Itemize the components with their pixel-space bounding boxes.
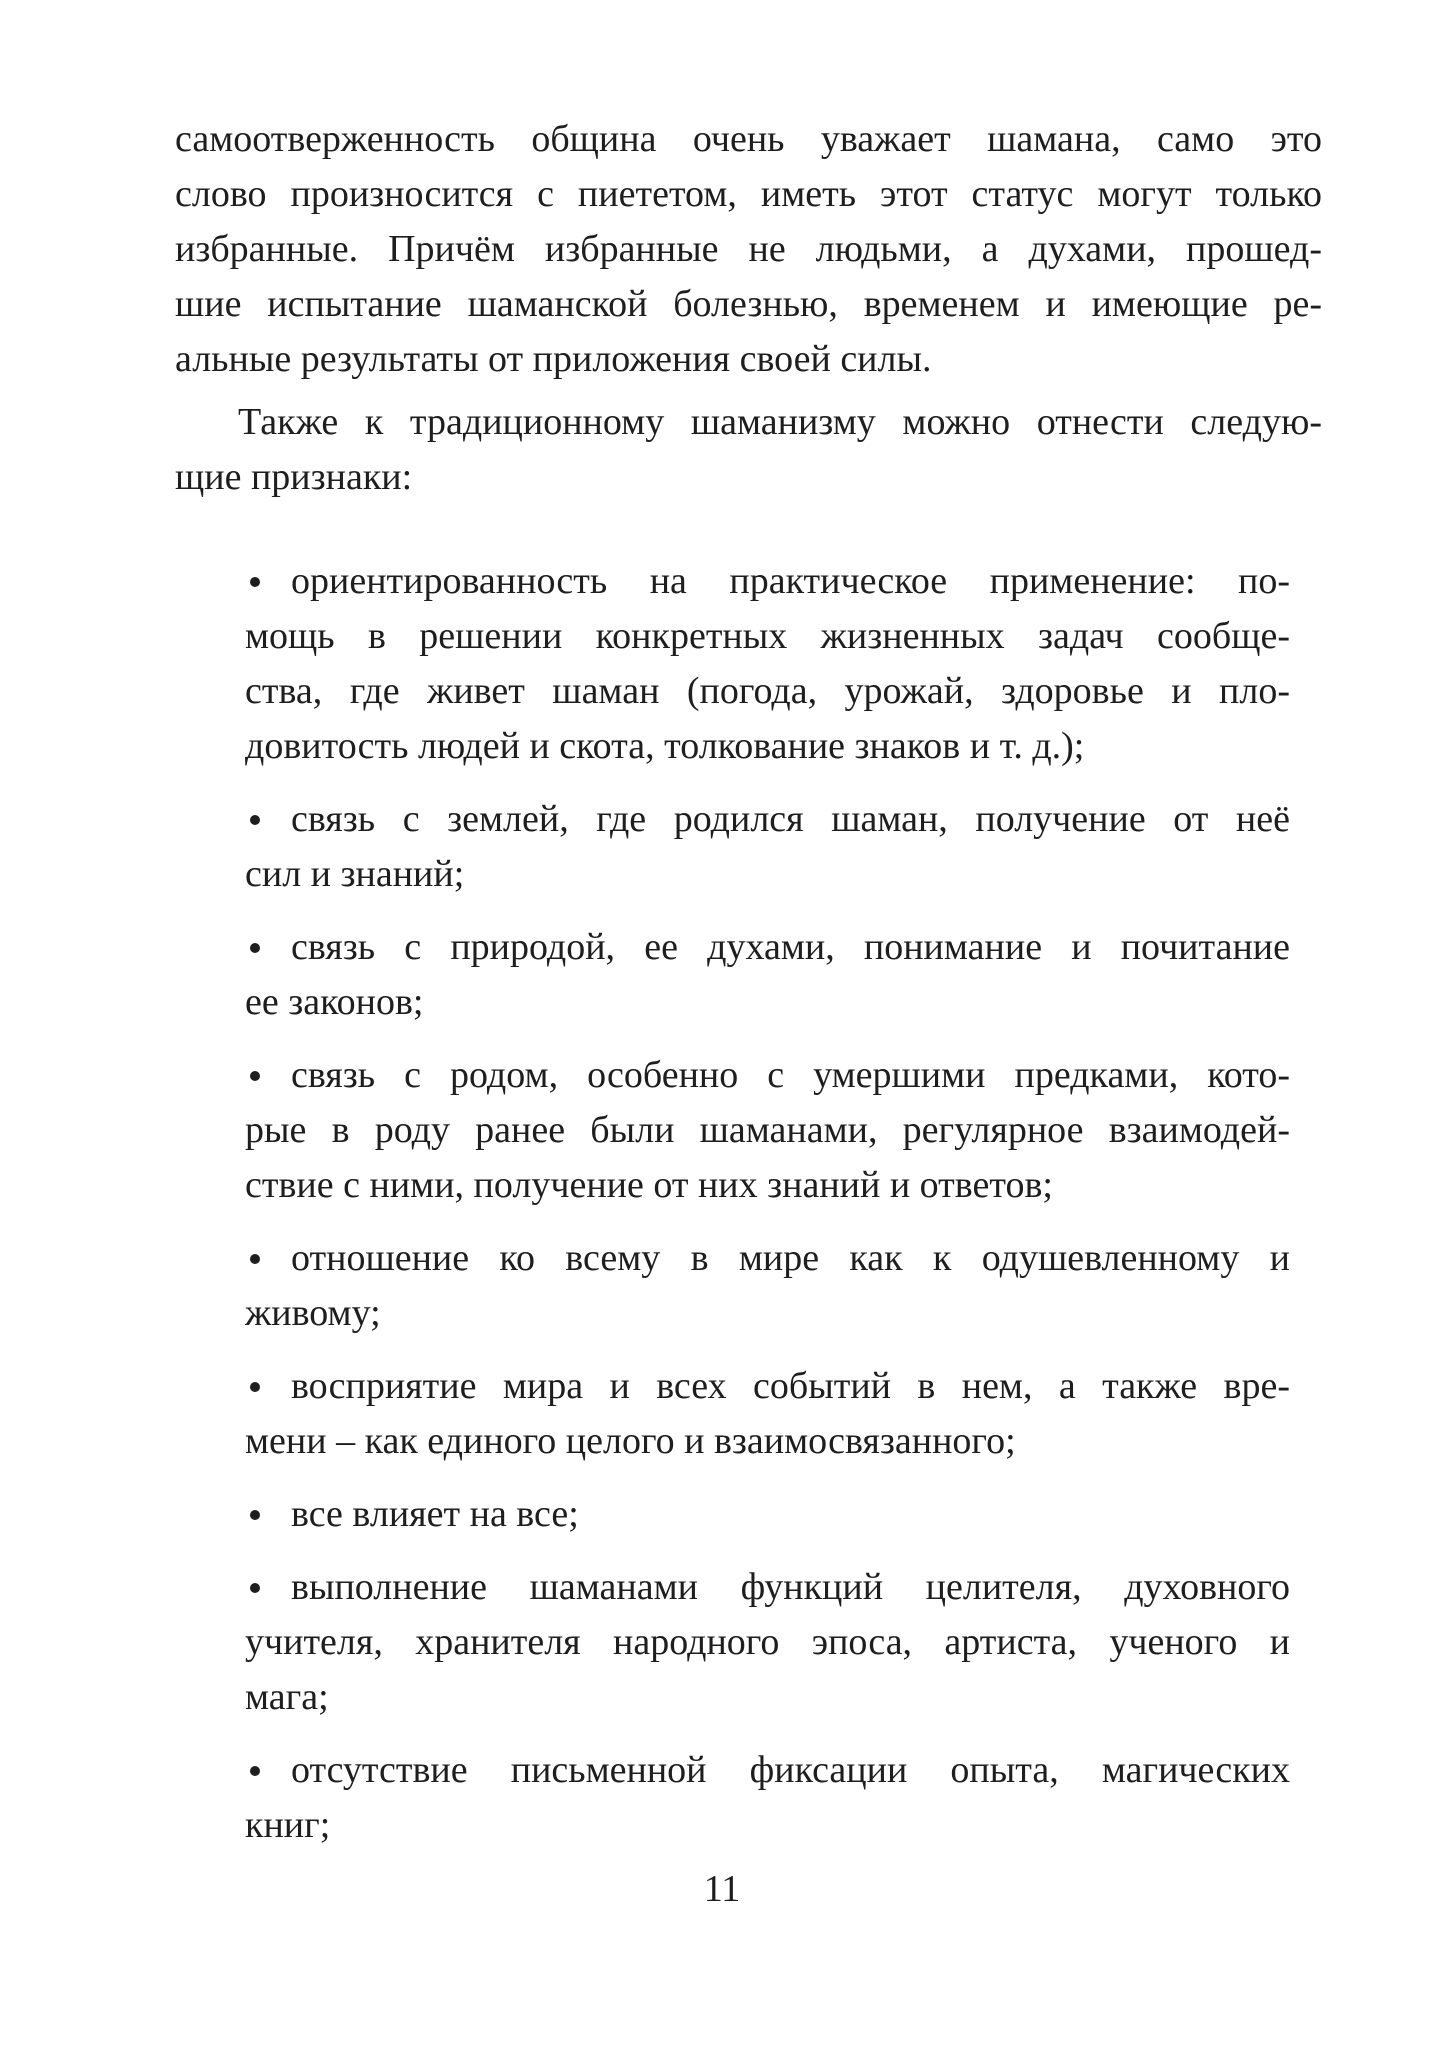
bullet-icon <box>250 1254 260 1264</box>
list-item <box>245 1231 1290 1341</box>
list-item-line <box>245 1560 1290 1615</box>
list-item-line: живому; <box>245 1292 381 1334</box>
list-item <box>245 1048 1290 1213</box>
list-item-line: ее законов; <box>245 981 424 1023</box>
list-item-text: все влияет на все; <box>291 1493 579 1535</box>
bullet-list <box>175 554 1322 1853</box>
list-item <box>245 920 1290 1030</box>
paragraph-line: щие признаки: <box>175 456 413 498</box>
paragraph-line: избранные. Причём избранные не людьми, а духами, прошед- <box>175 228 1322 270</box>
bullet-icon <box>250 1766 260 1776</box>
list-item-line <box>245 792 1290 847</box>
list-item-line <box>245 1359 1290 1414</box>
list-item-text: восприятие мира и всех событий в нем, а также вре- <box>291 1365 1290 1407</box>
list-item-line: учителя, хранителя народного эпоса, артиста, ученого и <box>245 1621 1290 1663</box>
list-item-line: сил и знаний; <box>245 853 465 895</box>
bullet-icon <box>250 943 260 953</box>
bullet-icon <box>250 1071 260 1081</box>
list-item-line <box>245 1487 1290 1542</box>
list-item-text: связь с землей, где родился шаман, получение от неё <box>291 798 1290 840</box>
list-item-line <box>245 554 1290 609</box>
text-column <box>175 112 1322 1871</box>
paragraph-intro <box>175 395 1322 505</box>
list-item-line <box>245 920 1290 975</box>
paragraph-line: Также к традиционному шаманизму можно отнести следую- <box>238 401 1322 443</box>
list-item <box>245 1743 1290 1853</box>
list-item-text: отношение ко всему в мире как к одушевленному и <box>291 1237 1290 1279</box>
list-item <box>245 554 1290 774</box>
list-item-text: ориентированность на практическое применение: по- <box>291 560 1290 602</box>
list-item-line: рые в роду ранее были шаманами, регулярное взаимодей- <box>245 1109 1290 1151</box>
bullet-icon <box>250 577 260 587</box>
list-item <box>245 792 1290 902</box>
page-number: 11 <box>703 1868 741 1910</box>
list-item-line: мощь в решении конкретных жизненных задач сообще- <box>245 615 1290 657</box>
list-item-line: мени – как единого целого и взаимосвязанного; <box>245 1420 1016 1462</box>
list-item-line <box>245 1231 1290 1286</box>
bullet-icon <box>250 815 260 825</box>
list-item-text: выполнение шаманами функций целителя, духовного <box>291 1566 1290 1608</box>
list-item-text: связь с природой, ее духами, понимание и почитание <box>291 926 1290 968</box>
list-item-line <box>245 1743 1290 1798</box>
paragraph-line: альные результаты от приложения своей силы. <box>175 338 932 380</box>
paragraph-line: шие испытание шаманской болезнью, временем и имеющие ре- <box>175 283 1322 325</box>
list-item <box>245 1359 1290 1469</box>
list-item-line: ствие с ними, получение от них знаний и ответов; <box>245 1164 1053 1206</box>
list-item-line <box>245 1048 1290 1103</box>
bullet-icon <box>250 1382 260 1392</box>
list-item-line: ства, где живет шаман (погода, урожай, здоровье и пло- <box>245 670 1290 712</box>
paragraph-line: самоотверженность община очень уважает шамана, само это <box>175 118 1322 160</box>
list-item-text: связь с родом, особенно с умершими предками, кото- <box>291 1054 1290 1096</box>
paragraph-continuation <box>175 112 1322 387</box>
list-item <box>245 1487 1290 1542</box>
list-item <box>245 1560 1290 1725</box>
list-item-text: отсутствие письменной фиксации опыта, магических <box>291 1749 1290 1791</box>
bullet-icon <box>250 1583 260 1593</box>
paragraph-line: слово произносится с пиететом, иметь этот статус могут только <box>175 173 1322 215</box>
list-item-line: мага; <box>245 1676 329 1718</box>
list-item-line: довитость людей и скота, толкование знаков и т. д.); <box>245 725 1085 767</box>
list-item-line: книг; <box>245 1804 331 1846</box>
bullet-icon <box>250 1510 260 1520</box>
